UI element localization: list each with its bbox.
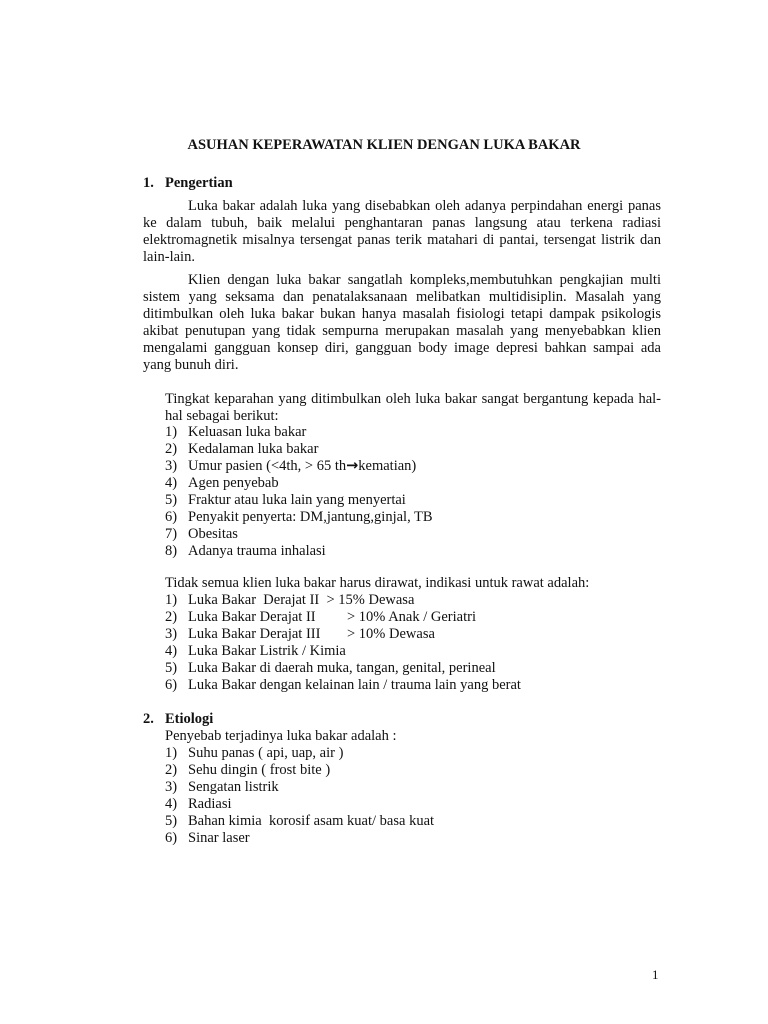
arrow-right-icon: → <box>346 458 359 474</box>
list-item: 3) Umur pasien (<4th, > 65 th→kematian) <box>165 458 417 474</box>
page-number: 1 <box>652 967 659 982</box>
paragraph-definition <box>143 198 661 266</box>
section-number: 2. <box>143 711 154 727</box>
list-item: 6) Luka Bakar dengan kelainan lain / trauma lain yang berat <box>165 677 521 693</box>
list-item: 4) Agen penyebab <box>165 475 279 491</box>
section-heading-pengertian <box>143 175 233 192</box>
section-title: Pengertian <box>165 175 233 191</box>
etiology-list <box>165 745 434 847</box>
list-item: 3) Sengatan listrik <box>165 779 279 795</box>
section-number: 1. <box>143 175 154 191</box>
list-item: 2) Luka Bakar Derajat II > 10% Anak / Geriatri <box>165 609 476 625</box>
paragraph-text: Luka bakar adalah luka yang disebabkan oleh adanya perpindahan energi panas ke dalam tubuh, baik melalui penghantaran panas langsung atau terkena radiasi elektromagnetik misalnya tersengat panas terik matahari di pantai, tersengat listrik dan lain-lain. <box>143 198 661 265</box>
severity-intro: Tingkat keparahan yang ditimbulkan oleh luka bakar sangat bergantung kepada hal-hal sebagai berikut: <box>165 391 661 424</box>
section-heading-etiologi <box>143 711 213 728</box>
list-item: 2) Sehu dingin ( frost bite ) <box>165 762 331 778</box>
list-item: 2) Kedalaman luka bakar <box>165 441 319 457</box>
list-item: 4) Radiasi <box>165 796 232 812</box>
list-item: 4) Luka Bakar Listrik / Kimia <box>165 643 346 659</box>
list-item: 6) Sinar laser <box>165 830 250 846</box>
paragraph-text: Klien dengan luka bakar sangatlah kompleks,membutuhkan pengkajian multi sistem yang seksama dan penatalaksanaan melibatkan multidisiplin. Masalah yang ditimbulkan oleh luka bakar bukan hanya masalah fisiologi tetapi dampak psikologis akibat penutupan yang tidak sempurna merupakan masalah yang menyebabkan klien mengalami gangguan konsep diri, gangguan body image depresi bahkan sampai ada yang bunuh diri. <box>143 272 661 373</box>
paragraph-complexity <box>143 272 661 374</box>
list-item: 1) Keluasan luka bakar <box>165 424 307 440</box>
list-item: 7) Obesitas <box>165 526 238 542</box>
document-title: ASUHAN KEPERAWATAN KLIEN DENGAN LUKA BAKAR <box>187 137 581 153</box>
care-indication-intro: Tidak semua klien luka bakar harus dirawat, indikasi untuk rawat adalah: <box>165 575 590 591</box>
list-item: 1) Luka Bakar Derajat II > 15% Dewasa <box>165 592 415 608</box>
severity-list <box>165 424 433 560</box>
list-item: 6) Penyakit penyerta: DM,jantung,ginjal, TB <box>165 509 433 525</box>
list-item: 3) Luka Bakar Derajat III > 10% Dewasa <box>165 626 435 642</box>
list-item: 5) Fraktur atau luka lain yang menyertai <box>165 492 406 508</box>
section-title: Etiologi <box>165 711 214 727</box>
list-item: 1) Suhu panas ( api, uap, air ) <box>165 745 344 761</box>
care-indication-list <box>165 592 521 694</box>
list-item: 8) Adanya trauma inhalasi <box>165 543 326 559</box>
list-item: 5) Bahan kimia korosif asam kuat/ basa kuat <box>165 813 435 829</box>
list-item: 5) Luka Bakar di daerah muka, tangan, genital, perineal <box>165 660 496 676</box>
etiology-intro: Penyebab terjadinya luka bakar adalah : <box>165 728 397 744</box>
